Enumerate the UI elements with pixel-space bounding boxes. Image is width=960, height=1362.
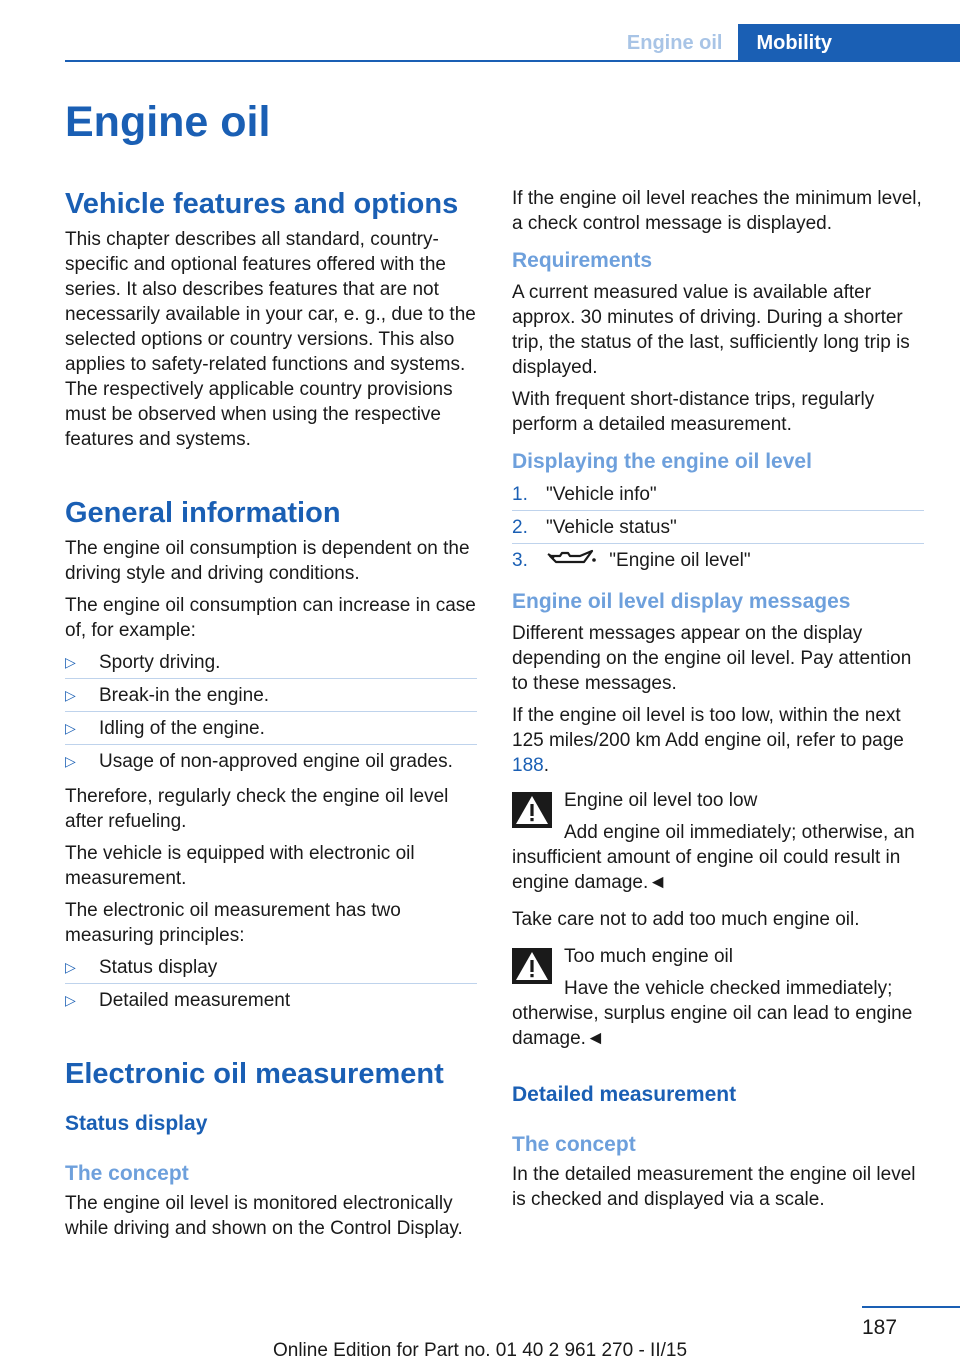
page-header	[627, 24, 960, 62]
warning-title: Too much engine oil	[564, 946, 733, 967]
paragraph-features: This chapter describes all standard, country-specific and optional features offered with the series. It also describes features that are not necessarily available in your car, e. g., due to the selected options or country versions. This also applies to safety-related functions and systems. The respectively applicable country provisions must be observed when using the respective features and systems.	[65, 229, 476, 450]
warning-too-much-oil	[512, 944, 924, 1051]
triangle-bullet-icon: ▷	[65, 992, 76, 1008]
heading-displaying-oil-level: Displaying the engine oil level	[512, 450, 812, 473]
paragraph-minimum-level: If the engine oil level reaches the minimum level, a check control message is displayed.	[512, 188, 922, 234]
paragraph-general-2: The engine oil consumption can increase in case of, for example:	[65, 595, 476, 641]
heading-vehicle-features: Vehicle features and options	[65, 188, 459, 220]
list-item: ▷ Usage of non-approved engine oil grades.	[65, 751, 453, 772]
warning-triangle-icon	[512, 948, 552, 984]
page-reference-link[interactable]: 188	[512, 755, 544, 776]
heading-electronic-oil-measurement: Electronic oil measurement	[65, 1058, 444, 1090]
footer-edition: Online Edition for Part no. 01 40 2 961 270 - II/15	[272, 1340, 688, 1361]
list-item: ▷ Status display	[65, 951, 477, 984]
principles-list	[65, 951, 477, 1016]
page-title: Engine oil	[65, 98, 271, 146]
consumption-list	[65, 646, 477, 777]
paragraph-concept: In the detailed measurement the engine oil level is checked and displayed via a scale.	[512, 1164, 916, 1210]
warning-text: Have the vehicle checked immediately; otherwise, surplus engine oil can lead to engine damage.◄	[512, 978, 913, 1049]
paragraph-general-5: The electronic oil measurement has two measuring principles:	[65, 900, 401, 946]
heading-detailed-measurement: Detailed measurement	[512, 1083, 737, 1106]
heading-concept: The concept	[512, 1133, 636, 1156]
steps-list	[512, 478, 924, 576]
header-chapter-tab: Mobility	[738, 24, 960, 62]
triangle-bullet-icon: ▷	[65, 753, 76, 769]
heading-general-information: General information	[65, 497, 341, 529]
page-number: 187	[862, 1316, 898, 1339]
paragraph-requirements-2: With frequent short-distance trips, regularly perform a detailed measurement.	[512, 389, 875, 435]
left-column	[65, 186, 477, 1241]
paragraph-general-4: The vehicle is equipped with electronic oil measurement.	[65, 843, 415, 889]
header-section-label: Engine oil	[626, 32, 723, 54]
header-rule	[65, 60, 960, 62]
heading-display-messages: Engine oil level display messages	[512, 590, 851, 613]
paragraph-general-1: The engine oil consumption is dependent on the driving style and driving conditions.	[65, 538, 470, 584]
triangle-bullet-icon: ▷	[65, 720, 76, 736]
paragraph-messages-1: Different messages appear on the display depending on the engine oil level. Pay attention to these messages.	[512, 623, 912, 694]
list-item: ▷ Break-in the engine.	[65, 679, 477, 712]
list-item: ▷ Idling of the engine.	[65, 712, 477, 745]
heading-concept: The concept	[65, 1162, 189, 1185]
right-column	[512, 186, 924, 1212]
list-item: 3. "Engine oil level"	[512, 550, 751, 571]
list-item: ▷ Sporty driving.	[65, 646, 477, 679]
paragraph-requirements-1: A current measured value is available after approx. 30 minutes of driving. During a shorter trip, the status of the last, sufficiently long trip is displayed.	[512, 282, 910, 378]
warning-text: Add engine oil immediately; otherwise, an insufficient amount of engine oil could result in engine damage.◄	[512, 822, 915, 893]
warning-triangle-icon	[512, 792, 552, 828]
triangle-bullet-icon: ▷	[65, 959, 76, 975]
list-item: 2. "Vehicle status"	[512, 511, 924, 544]
heading-requirements: Requirements	[512, 249, 653, 272]
list-item: ▷ Detailed measurement	[65, 990, 291, 1011]
warning-title: Engine oil level too low	[564, 790, 758, 811]
paragraph-messages-2: If the engine oil level is too low, within the next 125 miles/200 km Add engine oil, refer to page 188.	[512, 705, 904, 776]
footer-rule	[862, 1306, 960, 1308]
heading-status-display: Status display	[65, 1112, 208, 1135]
paragraph-concept: The engine oil level is monitored electronically while driving and shown on the Control Display.	[65, 1193, 463, 1239]
list-item: 1. "Vehicle info"	[512, 478, 924, 511]
paragraph-take-care: Take care not to add too much engine oil.	[512, 909, 860, 930]
warning-oil-too-low	[512, 788, 924, 895]
triangle-bullet-icon: ▷	[65, 687, 76, 703]
triangle-bullet-icon: ▷	[65, 654, 76, 670]
oil-can-icon	[546, 548, 598, 570]
paragraph-general-3: Therefore, regularly check the engine oil level after refueling.	[65, 786, 449, 832]
